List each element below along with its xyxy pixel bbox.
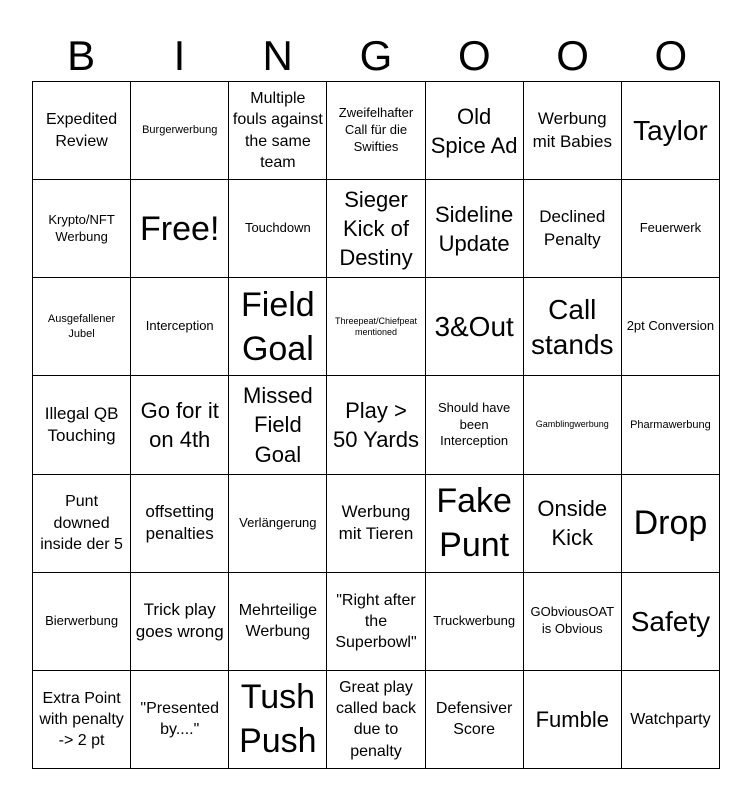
bingo-board	[32, 81, 720, 769]
bingo-cell[interactable]	[426, 573, 524, 671]
cell-label: Defensiver Score	[435, 700, 513, 739]
bingo-cell[interactable]	[229, 278, 327, 376]
bingo-cell[interactable]	[426, 82, 524, 180]
bingo-cell[interactable]	[33, 671, 131, 769]
cell-label: Watchparty	[630, 710, 711, 728]
bingo-cell[interactable]	[524, 475, 622, 573]
cell-label: Missed Field Goal	[243, 383, 313, 467]
cell-label: Truckwerbung	[433, 612, 516, 628]
cell-label: Verlängerung	[239, 514, 317, 530]
bingo-cell[interactable]	[131, 475, 229, 573]
bingo-cell[interactable]	[524, 180, 622, 278]
cell-label: Old Spice Ad	[430, 103, 518, 158]
cell-label: Great play called back due to penalty	[335, 679, 417, 760]
cell-label: Should have been Interception	[437, 399, 511, 449]
bingo-cell[interactable]	[622, 475, 720, 573]
header-letter-n: N	[262, 32, 293, 79]
header-letter-o-1: O	[457, 32, 491, 79]
cell-label: Touchdown	[244, 220, 311, 236]
cell-label: Ausgefallener Jubel	[47, 313, 116, 340]
bingo-cell[interactable]	[327, 82, 425, 180]
bingo-cell[interactable]	[426, 278, 524, 376]
cell-label: Tush Push	[239, 678, 317, 761]
bingo-cell[interactable]	[622, 82, 720, 180]
bingo-cell[interactable]	[131, 82, 229, 180]
cell-label: Taylor	[633, 115, 708, 147]
cell-label: Sideline Update	[434, 201, 514, 256]
bingo-cell[interactable]	[327, 475, 425, 573]
bingo-cell[interactable]	[229, 573, 327, 671]
header-letter-o-2: O	[556, 32, 589, 79]
cell-label: Interception	[145, 318, 214, 334]
cell-label: Werbung mit Babies	[532, 109, 612, 151]
bingo-cell[interactable]	[622, 180, 720, 278]
cell-label: Drop	[633, 504, 708, 543]
bingo-cell[interactable]	[33, 573, 131, 671]
bingo-cell[interactable]	[426, 376, 524, 474]
bingo-cell[interactable]	[327, 671, 425, 769]
bingo-cell[interactable]	[229, 82, 327, 180]
cell-label: Call stands	[531, 293, 614, 360]
bingo-cell[interactable]	[229, 376, 327, 474]
cell-label: Play > 50 Yards	[332, 397, 419, 452]
header-letter-o-3: O	[654, 32, 688, 79]
cell-label: Zweifelhafter Call für die Swifties	[338, 105, 414, 155]
bingo-cell[interactable]	[327, 573, 425, 671]
bingo-cell[interactable]	[131, 278, 229, 376]
cell-label: Go for it on 4th	[140, 397, 219, 452]
bingo-cell[interactable]	[622, 573, 720, 671]
cell-label: Fumble	[535, 706, 609, 732]
bingo-cell[interactable]	[33, 475, 131, 573]
bingo-cell[interactable]	[327, 278, 425, 376]
cell-label: Pharmawerbung	[630, 418, 711, 431]
bingo-header	[32, 30, 720, 82]
bingo-cell[interactable]	[327, 180, 425, 278]
bingo-cell[interactable]	[524, 573, 622, 671]
bingo-cell[interactable]	[33, 376, 131, 474]
cell-label: "Presented by...."	[140, 700, 220, 739]
cell-label: Burgerwerbung	[142, 124, 218, 137]
cell-label: Multiple fouls against the same team	[232, 90, 323, 171]
bingo-cell[interactable]	[524, 278, 622, 376]
bingo-cell[interactable]	[327, 376, 425, 474]
bingo-cell[interactable]	[622, 376, 720, 474]
bingo-cell[interactable]	[33, 180, 131, 278]
cell-label: 2pt Conversion	[626, 318, 715, 334]
bingo-cell[interactable]	[229, 475, 327, 573]
bingo-cell[interactable]	[131, 671, 229, 769]
cell-label: Illegal QB Touching	[44, 403, 119, 445]
free-space: Free!	[140, 209, 220, 248]
bingo-cell[interactable]	[33, 278, 131, 376]
header-letter-b: B	[67, 32, 96, 79]
cell-label: Sieger Kick of Destiny	[339, 187, 413, 271]
cell-label: Expedited Review	[45, 111, 118, 150]
cell-label: Mehrteilige Werbung	[238, 602, 317, 641]
cell-label: Trick play goes wrong	[135, 599, 224, 642]
header-letter-g: G	[359, 32, 393, 79]
cell-label: Safety	[630, 605, 711, 637]
cell-label: 3&Out	[434, 311, 514, 343]
cell-label: offsetting penalties	[145, 501, 215, 544]
cell-label: Bierwerbung	[45, 612, 119, 628]
bingo-cell[interactable]	[131, 180, 229, 278]
bingo-cell[interactable]	[426, 180, 524, 278]
header-letter-i: I	[173, 32, 186, 79]
cell-label: Fake Punt	[436, 481, 512, 565]
bingo-cell[interactable]	[229, 671, 327, 769]
cell-label: Werbung mit Tieren	[338, 501, 414, 544]
bingo-cell[interactable]	[426, 475, 524, 573]
cell-label: Threepeat/Chiefpeat mentioned	[334, 315, 418, 337]
cell-label: GObviousOAT is Obvious	[530, 604, 615, 637]
cell-label: Feuerwerk	[639, 220, 702, 236]
cell-label: Extra Point with penalty -> 2 pt	[39, 689, 124, 749]
bingo-cell[interactable]	[622, 671, 720, 769]
cell-label: "Right after the Superbowl"	[335, 591, 417, 651]
cell-label: Gamblingwerbung	[535, 419, 609, 430]
bingo-cell[interactable]	[131, 573, 229, 671]
cell-label: Declined Penalty	[539, 207, 606, 249]
bingo-cell[interactable]	[524, 671, 622, 769]
cell-label: Punt downed inside der 5	[40, 493, 123, 553]
cell-label: Field Goal	[241, 285, 315, 368]
bingo-cell[interactable]	[524, 82, 622, 180]
bingo-cell[interactable]	[131, 376, 229, 474]
bingo-cell[interactable]	[229, 180, 327, 278]
bingo-cell[interactable]	[524, 376, 622, 474]
bingo-cell[interactable]	[622, 278, 720, 376]
cell-label: Krypto/NFT Werbung	[48, 211, 115, 244]
bingo-cell[interactable]	[33, 82, 131, 180]
cell-label: Onside Kick	[537, 496, 608, 551]
bingo-cell[interactable]	[426, 671, 524, 769]
